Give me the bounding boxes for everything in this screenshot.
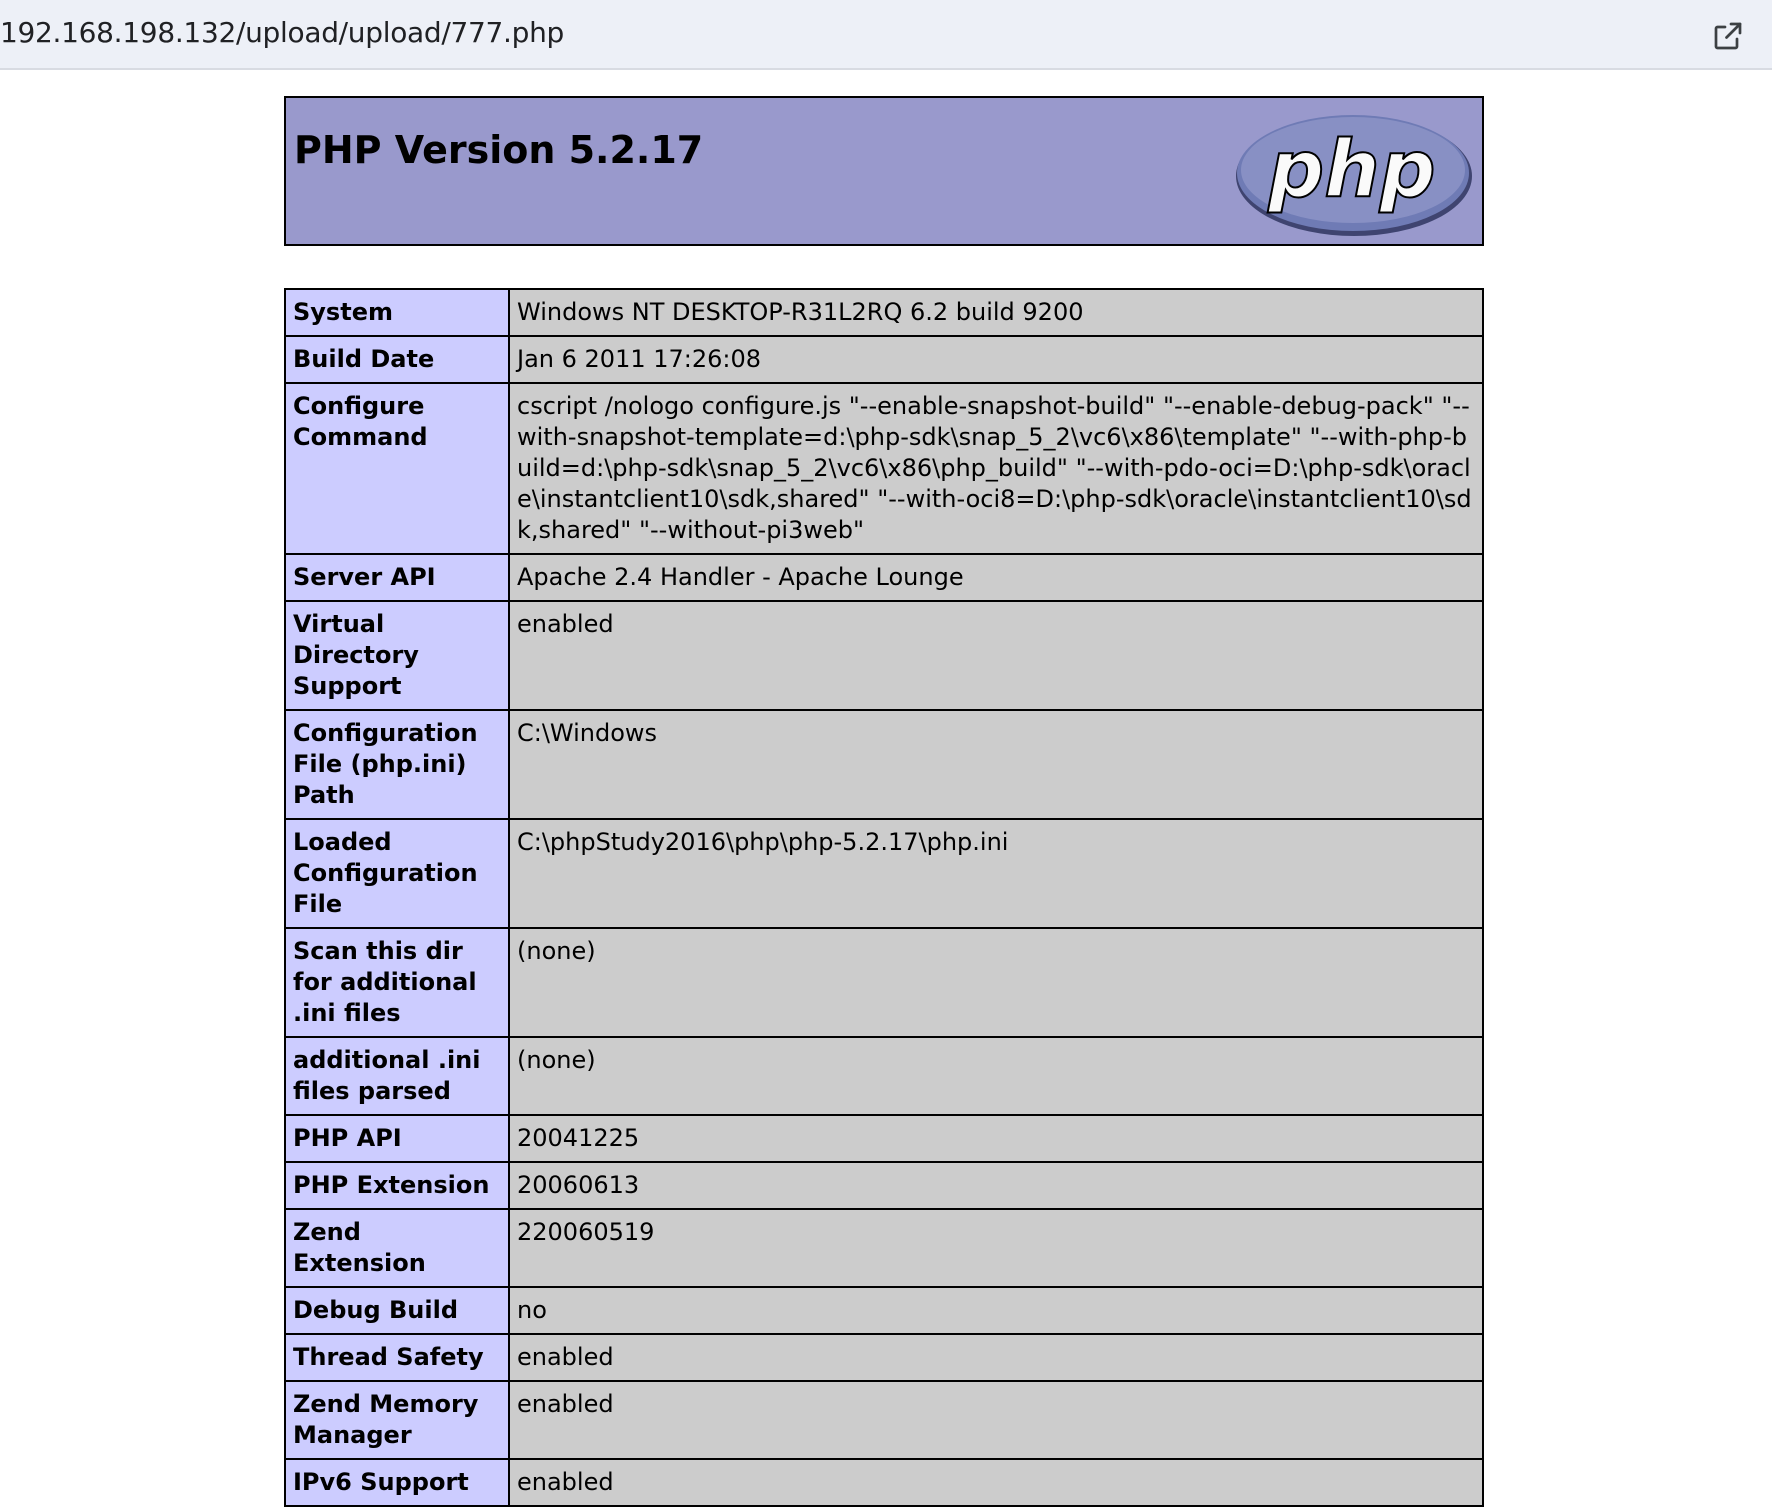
table-row (285, 1287, 1483, 1334)
row-value: enabled (509, 601, 1483, 710)
php-logo-text: php (1268, 125, 1436, 215)
row-key: System (285, 289, 509, 336)
page-viewport (0, 72, 1772, 1496)
table-row (285, 710, 1483, 819)
table-row (285, 1162, 1483, 1209)
table-row (285, 601, 1483, 710)
table-row (285, 289, 1483, 336)
row-value: no (509, 1287, 1483, 1334)
row-value: (none) (509, 928, 1483, 1037)
row-key: additional .ini files parsed (285, 1037, 509, 1115)
row-value: enabled (509, 1459, 1483, 1506)
row-value: 20041225 (509, 1115, 1483, 1162)
row-value: Windows NT DESKTOP-R31L2RQ 6.2 build 9200 (509, 289, 1483, 336)
share-icon[interactable] (1710, 18, 1746, 54)
row-key: PHP API (285, 1115, 509, 1162)
row-key: IPv6 Support (285, 1459, 509, 1506)
row-key: Zend Extension (285, 1209, 509, 1287)
row-key: Server API (285, 554, 509, 601)
table-row (285, 928, 1483, 1037)
table-row (285, 383, 1483, 554)
row-value: cscript /nologo configure.js "--enable-snapshot-build" "--enable-debug-pack" "--with-snapshot-template=d:\php-sdk\snap_5_2\vc6\x86\template" "--with-php-build=d:\php-sdk\snap_5_2\vc6\x86\php_build" "--with-pdo-oci=D:\php-sdk\oracle\instantclient10\sdk,shared" "--with-oci8=D:\php-sdk\oracle\instantclient10\sdk,shared" "--without-pi3web" (509, 383, 1483, 554)
row-value: C:\phpStudy2016\php\php-5.2.17\php.ini (509, 819, 1483, 928)
table-row (285, 1037, 1483, 1115)
page-title: PHP Version 5.2.17 (294, 128, 704, 172)
row-key: PHP Extension (285, 1162, 509, 1209)
row-key: Thread Safety (285, 1334, 509, 1381)
php-logo[interactable] (1234, 110, 1474, 238)
row-value: (none) (509, 1037, 1483, 1115)
row-key: Configure Command (285, 383, 509, 554)
row-key: Scan this dir for additional .ini files (285, 928, 509, 1037)
row-value: enabled (509, 1381, 1483, 1459)
table-row (285, 1115, 1483, 1162)
address-bar[interactable] (0, 0, 1772, 70)
table-row (285, 819, 1483, 928)
php-version-header (284, 96, 1484, 246)
row-value: enabled (509, 1334, 1483, 1381)
url-text[interactable]: 192.168.198.132/upload/upload/777.php (0, 16, 565, 49)
phpinfo-container (284, 96, 1484, 1507)
row-value: Jan 6 2011 17:26:08 (509, 336, 1483, 383)
info-table (284, 288, 1484, 1507)
row-key: Loaded Configuration File (285, 819, 509, 928)
row-value: Apache 2.4 Handler - Apache Lounge (509, 554, 1483, 601)
table-row (285, 1381, 1483, 1459)
row-key: Virtual Directory Support (285, 601, 509, 710)
row-value: 220060519 (509, 1209, 1483, 1287)
table-row (285, 1459, 1483, 1506)
row-key: Configuration File (php.ini) Path (285, 710, 509, 819)
row-value: C:\Windows (509, 710, 1483, 819)
row-key: Debug Build (285, 1287, 509, 1334)
row-key: Build Date (285, 336, 509, 383)
table-row (285, 336, 1483, 383)
table-row (285, 1334, 1483, 1381)
table-row (285, 1209, 1483, 1287)
row-key: Zend Memory Manager (285, 1381, 509, 1459)
row-value: 20060613 (509, 1162, 1483, 1209)
table-row (285, 554, 1483, 601)
